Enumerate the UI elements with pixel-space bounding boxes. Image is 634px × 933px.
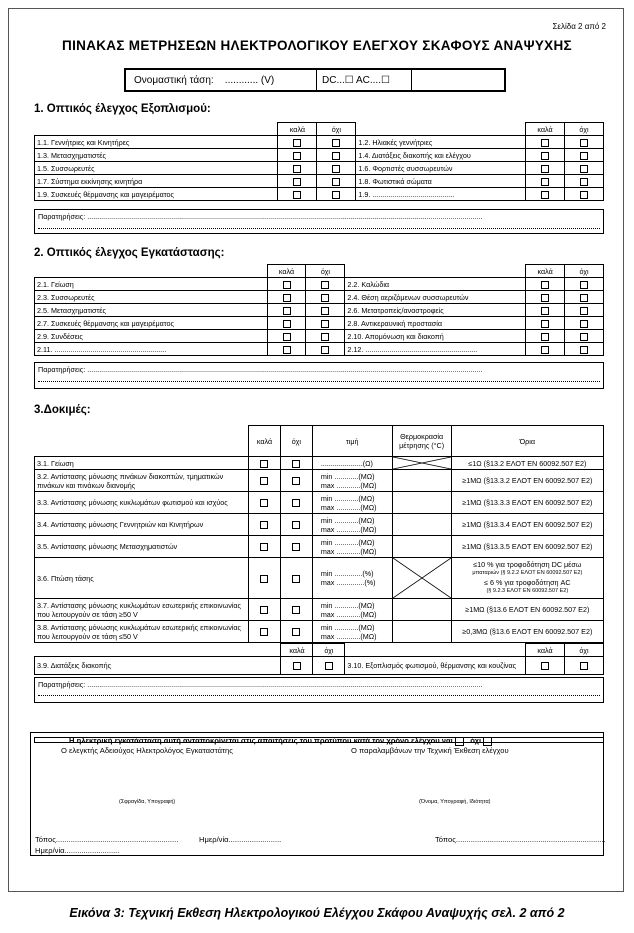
- checkbox[interactable]: [249, 536, 281, 558]
- checkbox-icon: [541, 165, 549, 173]
- checkbox[interactable]: [565, 162, 604, 175]
- checkbox[interactable]: [317, 188, 356, 201]
- checkbox-icon: [321, 320, 329, 328]
- checkbox[interactable]: [280, 558, 312, 599]
- item-label: 1.2. Ηλιακές γεννήτριες: [356, 136, 526, 149]
- place-left[interactable]: Τόπος..........................................................: [35, 835, 179, 844]
- test-label: 3.7. Αντίστασης μόνωσης κυκλωμάτων εσωτερικής επικοινωνίας που λειτουργούν σε τάση ≥50 V: [35, 599, 249, 621]
- section3-extra-table: [34, 643, 604, 675]
- col-no: όχι: [565, 644, 604, 657]
- checkbox[interactable]: [280, 621, 312, 643]
- checkbox-icon: [293, 165, 301, 173]
- checkbox-icon: [292, 628, 300, 636]
- checkbox[interactable]: [249, 492, 281, 514]
- voltage-box: [124, 68, 506, 92]
- checkbox[interactable]: [280, 492, 312, 514]
- col-no: όχι: [306, 265, 345, 278]
- item-label: 2.12. ........................................................: [345, 343, 526, 356]
- checkbox[interactable]: [280, 514, 312, 536]
- checkbox[interactable]: [526, 343, 565, 356]
- checkbox-icon: [541, 178, 549, 186]
- limit-cell: ≥0,3ΜΩ (§13.6 ΕΛΟΤ ΕΝ 60092.507 Ε2): [451, 621, 603, 643]
- checkbox-icon: [580, 346, 588, 354]
- checkbox[interactable]: [278, 149, 317, 162]
- checkbox-icon: [580, 333, 588, 341]
- checkbox[interactable]: [526, 162, 565, 175]
- checkbox-icon: [292, 606, 300, 614]
- checkbox[interactable]: [280, 536, 312, 558]
- checkbox[interactable]: [526, 188, 565, 201]
- section2-heading: 2. Οπτικός έλεγχος Εγκατάστασης:: [34, 247, 225, 259]
- checkbox[interactable]: [267, 317, 306, 330]
- item-label: 2.7. Συσκευές θέρμανσης και μαγειρέματος: [35, 317, 268, 330]
- test-label: 3.6. Πτώση τάσης: [35, 558, 249, 599]
- item-label: 1.1. Γεννήτριες και Κινητήρες: [35, 136, 278, 149]
- limit-cell: ≥1ΜΩ (§13.3.5 ΕΛΟΤ ΕΝ 60092.507 Ε2): [451, 536, 603, 558]
- date-left[interactable]: Ημερ/νία.........................: [199, 835, 282, 844]
- checkbox-icon: [260, 575, 268, 583]
- test-value[interactable]: min ............(ΜΩ) max ............(ΜΩ): [312, 599, 392, 621]
- item-label: 1.3. Μετασχηματιστές: [35, 149, 278, 162]
- cross-out-mark: [393, 558, 451, 598]
- temp-cell[interactable]: [392, 514, 451, 536]
- col-good: καλά: [281, 644, 313, 657]
- item-label: 1.8. Φωτιστικά σώματα: [356, 175, 526, 188]
- test-value[interactable]: min ............(ΜΩ) max ............(ΜΩ): [312, 514, 392, 536]
- checkbox-icon: [292, 543, 300, 551]
- checkbox[interactable]: [249, 457, 281, 470]
- checkbox-icon: [332, 191, 340, 199]
- col-no: όχι: [280, 426, 312, 457]
- page-title: ΠΙΝΑΚΑΣ ΜΕΤΡΗΣΕΩΝ ΗΛΕΚΤΡΟΛΟΓΙΚΟΥ ΕΛΕΓΧΟΥ ΣΚΑΦΟΥΣ ΑΝΑΨΥΧΗΣ: [62, 38, 572, 53]
- checkbox-icon: [292, 477, 300, 485]
- checkbox-icon: [325, 662, 333, 670]
- checkbox-icon: [260, 460, 268, 468]
- checkbox[interactable]: [565, 657, 604, 675]
- checkbox[interactable]: [306, 330, 345, 343]
- checkbox-icon: [541, 307, 549, 315]
- checkbox-icon: [292, 499, 300, 507]
- checkbox[interactable]: [526, 175, 565, 188]
- inspector-title: Ο ελεγκτής Αδειούχος Ηλεκτρολόγος Εγκαταστάτης: [61, 746, 233, 755]
- cross-out-mark: [393, 457, 451, 469]
- checkbox[interactable]: [306, 317, 345, 330]
- checkbox-icon: [260, 521, 268, 529]
- checkbox-icon: [283, 307, 291, 315]
- inspector-hint: (Σφραγίδα, Υπογραφή): [119, 799, 176, 805]
- checkbox[interactable]: [526, 304, 565, 317]
- checkbox[interactable]: [565, 278, 604, 291]
- checkbox[interactable]: [565, 317, 604, 330]
- test-value[interactable]: min ............(ΜΩ) max ............(ΜΩ): [312, 492, 392, 514]
- col-good: καλά: [526, 265, 565, 278]
- checkbox-icon: [292, 521, 300, 529]
- checkbox-icon: [321, 346, 329, 354]
- checkbox[interactable]: [249, 599, 281, 621]
- row-3-9: 3.9. Διατάξεις διακοπής: [35, 657, 281, 675]
- col-no: όχι: [565, 265, 604, 278]
- checkbox-icon: [541, 281, 549, 289]
- section1-remarks: Παρατηρήσεις: ......................................................................................................................................................................................................: [34, 209, 604, 234]
- checkbox[interactable]: [565, 136, 604, 149]
- checkbox-icon: [580, 191, 588, 199]
- dc-ac-field[interactable]: DC...☐ AC....☐: [322, 75, 390, 86]
- checkbox[interactable]: [278, 188, 317, 201]
- limit-cell: ≤1Ω (§13.2 ΕΛΟΤ ΕΝ 60092.507 Ε2): [451, 457, 603, 470]
- item-label: 1.5. Συσσωρευτές: [35, 162, 278, 175]
- checkbox[interactable]: [565, 188, 604, 201]
- voltage-label: Ονομαστική τάση: ............ (V): [134, 75, 275, 86]
- test-label: 3.5. Αντίστασης μόνωσης Μετασχηματιστών: [35, 536, 249, 558]
- checkbox-icon: [541, 320, 549, 328]
- checkbox[interactable]: [317, 162, 356, 175]
- section2-remarks: Παρατηρήσεις: ......................................................................................................................................................................................................: [34, 362, 604, 389]
- checkbox[interactable]: [526, 657, 565, 675]
- checkbox-icon: [292, 460, 300, 468]
- checkbox-icon: [580, 281, 588, 289]
- checkbox-icon: [321, 281, 329, 289]
- item-label: 2.6. Μετατροπείς/αναστροφείς: [345, 304, 526, 317]
- item-label: 2.4. Θέση αεριζόμενων συσσωρευτών: [345, 291, 526, 304]
- temp-cell: [392, 457, 451, 470]
- limit-cell: ≥1ΜΩ (§13.3.4 ΕΛΟΤ ΕΝ 60092.507 Ε2): [451, 514, 603, 536]
- checkbox[interactable]: [526, 330, 565, 343]
- checkbox-icon: [332, 178, 340, 186]
- section1-heading: 1. Οπτικός έλεγχος Εξοπλισμού:: [34, 103, 211, 115]
- checkbox-icon: [260, 628, 268, 636]
- temp-cell[interactable]: [392, 621, 451, 643]
- section1-table: [34, 122, 604, 201]
- checkbox[interactable]: [565, 304, 604, 317]
- checkbox[interactable]: [249, 621, 281, 643]
- section2-table: [34, 264, 604, 356]
- checkbox-icon: [260, 543, 268, 551]
- test-label: 3.1. Γείωση: [35, 457, 249, 470]
- checkbox[interactable]: [565, 291, 604, 304]
- recipient-title: Ο παραλαμβάνων την Τεχνική Έκθεση ελέγχου: [351, 746, 509, 755]
- yes-checkbox[interactable]: [455, 737, 464, 746]
- test-label: 3.8. Αντίστασης μόνωσης κυκλωμάτων εσωτερικής επικοινωνίας που λειτουργούν σε τάση ≤50 V: [35, 621, 249, 643]
- checkbox[interactable]: [280, 470, 312, 492]
- checkbox-icon: [260, 477, 268, 485]
- item-label: 1.7. Σύστημα εκκίνησης κινητήρα: [35, 175, 278, 188]
- checkbox-icon: [260, 499, 268, 507]
- conformity-statement: Η ηλεκτρική εγκατάσταση αυτή ανταποκρίνεται στις απαιτήσεις του προτύπου κατά τον χρόνο ελέγχου ναι όχι: [69, 736, 492, 746]
- date-bottom[interactable]: Ημερ/νία..........................: [35, 846, 120, 855]
- checkbox-icon: [580, 307, 588, 315]
- checkbox[interactable]: [526, 136, 565, 149]
- item-label: 2.2. Καλώδια: [345, 278, 526, 291]
- temp-cell[interactable]: [392, 470, 451, 492]
- checkbox-icon: [293, 662, 301, 670]
- col-temp: Θερμοκρασία μέτρησης (°C): [392, 426, 451, 457]
- section3-heading: 3.Δοκιμές:: [34, 404, 91, 416]
- checkbox-icon: [293, 152, 301, 160]
- checkbox-icon: [321, 307, 329, 315]
- col-good: καλά: [267, 265, 306, 278]
- test-label: 3.2. Αντίστασης μόνωσης πινάκων διακοπτών, τμηματικών πινάκων και πινάκων διανομής: [35, 470, 249, 492]
- checkbox[interactable]: [306, 291, 345, 304]
- temp-cell: [392, 558, 451, 599]
- item-label: 2.11. ........................................................: [35, 343, 268, 356]
- checkbox[interactable]: [278, 136, 317, 149]
- checkbox-icon: [283, 281, 291, 289]
- limit-cell: ≥1ΜΩ (§13.3.2 ΕΛΟΤ ΕΝ 60092.507 Ε2): [451, 470, 603, 492]
- checkbox-icon: [541, 191, 549, 199]
- checkbox[interactable]: [526, 291, 565, 304]
- test-value[interactable]: .....................(Ω): [312, 457, 392, 470]
- col-no: όχι: [313, 644, 345, 657]
- checkbox[interactable]: [565, 330, 604, 343]
- checkbox-icon: [580, 320, 588, 328]
- checkbox-icon: [580, 165, 588, 173]
- checkbox[interactable]: [526, 278, 565, 291]
- row-3-10: 3.10. Εξοπλισμός φωτισμού, θέρμανσης και κουζίνας: [345, 657, 526, 675]
- checkbox[interactable]: [565, 175, 604, 188]
- checkbox-icon: [283, 294, 291, 302]
- checkbox-icon: [541, 662, 549, 670]
- checkbox-icon: [293, 139, 301, 147]
- item-label: 1.9. .........................................: [356, 188, 526, 201]
- checkbox-icon: [321, 294, 329, 302]
- checkbox[interactable]: [280, 599, 312, 621]
- recipient-hint: (Όνομα, Υπογραφή, Ιδιότητα): [419, 799, 491, 805]
- item-label: 1.6. Φορτιστές συσσωρευτών: [356, 162, 526, 175]
- col-good: καλά: [249, 426, 281, 457]
- checkbox-icon: [332, 139, 340, 147]
- col-no: όχι: [317, 123, 356, 136]
- checkbox[interactable]: [317, 136, 356, 149]
- page-number: Σελίδα 2 από 2: [552, 22, 606, 31]
- checkbox-icon: [293, 178, 301, 186]
- checkbox[interactable]: [267, 330, 306, 343]
- checkbox[interactable]: [267, 278, 306, 291]
- col-value: τιμή: [312, 426, 392, 457]
- temp-cell[interactable]: [392, 536, 451, 558]
- checkbox-icon: [283, 333, 291, 341]
- checkbox[interactable]: [565, 343, 604, 356]
- checkbox-icon: [580, 662, 588, 670]
- checkbox[interactable]: [267, 291, 306, 304]
- col-good: καλά: [526, 644, 565, 657]
- checkbox[interactable]: [278, 162, 317, 175]
- section3-remarks: Παρατηρήσεις: ......................................................................................................................................................................................................: [34, 677, 604, 703]
- item-label: 2.1. Γείωση: [35, 278, 268, 291]
- checkbox-icon: [580, 178, 588, 186]
- checkbox-icon: [283, 320, 291, 328]
- checkbox[interactable]: [317, 149, 356, 162]
- test-label: 3.3. Αντίστασης μόνωσης κυκλωμάτων φωτισμού και ισχύος: [35, 492, 249, 514]
- checkbox[interactable]: [281, 657, 313, 675]
- checkbox-icon: [541, 346, 549, 354]
- test-label: 3.4. Αντίστασης μόνωσης Γεννητριών και Κινητήρων: [35, 514, 249, 536]
- checkbox[interactable]: [249, 558, 281, 599]
- checkbox[interactable]: [249, 470, 281, 492]
- test-value[interactable]: min ............(ΜΩ) max ............(ΜΩ): [312, 536, 392, 558]
- checkbox[interactable]: [280, 457, 312, 470]
- item-label: 1.9. Συσκευές θέρμανσης και μαγειρέματος: [35, 188, 278, 201]
- item-label: 2.8. Αντικεραυνική προστασία: [345, 317, 526, 330]
- checkbox-icon: [541, 139, 549, 147]
- place-right[interactable]: Τόπος.......................................................................: [435, 835, 606, 844]
- checkbox-icon: [292, 575, 300, 583]
- signature-box: [30, 732, 604, 856]
- checkbox[interactable]: [526, 149, 565, 162]
- checkbox-icon: [580, 294, 588, 302]
- checkbox[interactable]: [306, 278, 345, 291]
- col-good: καλά: [278, 123, 317, 136]
- col-limits: Όρια: [451, 426, 603, 457]
- checkbox-icon: [541, 152, 549, 160]
- test-value[interactable]: min ............(ΜΩ) max ............(ΜΩ): [312, 621, 392, 643]
- col-good: καλά: [526, 123, 565, 136]
- limit-cell: ≤10 % για τροφοδότηση DC μέσω μπαταριών (§ 9.2.2 ΕΛΟΤ ΕΝ 60092.507 Ε2) ≤ 6 % για τροφοδότηση AC (§ 9.2.3 ΕΛΟΤ ΕΝ 60092.507 Ε2): [451, 558, 603, 599]
- checkbox[interactable]: [278, 175, 317, 188]
- checkbox-icon: [580, 139, 588, 147]
- col-no: όχι: [565, 123, 604, 136]
- item-label: 2.3. Συσσωρευτές: [35, 291, 268, 304]
- checkbox[interactable]: [526, 317, 565, 330]
- checkbox-icon: [260, 606, 268, 614]
- test-value[interactable]: min ............(ΜΩ) max ............(ΜΩ): [312, 470, 392, 492]
- checkbox[interactable]: [249, 514, 281, 536]
- temp-cell[interactable]: [392, 492, 451, 514]
- checkbox[interactable]: [267, 343, 306, 356]
- figure-caption: Εικόνα 3: Τεχνική Εκθεση Ηλεκτρολογικού Ελέγχου Σκάφου Αναψυχής σελ. 2 από 2: [69, 906, 565, 920]
- checkbox[interactable]: [313, 657, 345, 675]
- checkbox-icon: [332, 165, 340, 173]
- item-label: 2.9. Συνδέσεις: [35, 330, 268, 343]
- limit-cell: ≥1ΜΩ (§13.3.3 ΕΛΟΤ ΕΝ 60092.507 Ε2): [451, 492, 603, 514]
- checkbox-icon: [332, 152, 340, 160]
- checkbox[interactable]: [267, 304, 306, 317]
- checkbox[interactable]: [306, 304, 345, 317]
- item-label: 2.5. Μετασχηματιστές: [35, 304, 268, 317]
- checkbox-icon: [321, 333, 329, 341]
- temp-cell[interactable]: [392, 599, 451, 621]
- checkbox-icon: [293, 191, 301, 199]
- checkbox-icon: [580, 152, 588, 160]
- checkbox-icon: [541, 333, 549, 341]
- no-checkbox[interactable]: [483, 737, 492, 746]
- limit-cell: ≥1ΜΩ (§13.6 ΕΛΟΤ ΕΝ 60092.507 Ε2): [451, 599, 603, 621]
- test-value[interactable]: min ..............(%) max ..............(%): [312, 558, 392, 599]
- checkbox-icon: [283, 346, 291, 354]
- item-label: 2.10. Απομόνωση και διακοπή: [345, 330, 526, 343]
- checkbox-icon: [541, 294, 549, 302]
- item-label: 1.4. Διατάξεις διακοπής και ελέγχου: [356, 149, 526, 162]
- checkbox[interactable]: [306, 343, 345, 356]
- checkbox[interactable]: [565, 149, 604, 162]
- checkbox[interactable]: [317, 175, 356, 188]
- section3-table: [34, 425, 604, 643]
